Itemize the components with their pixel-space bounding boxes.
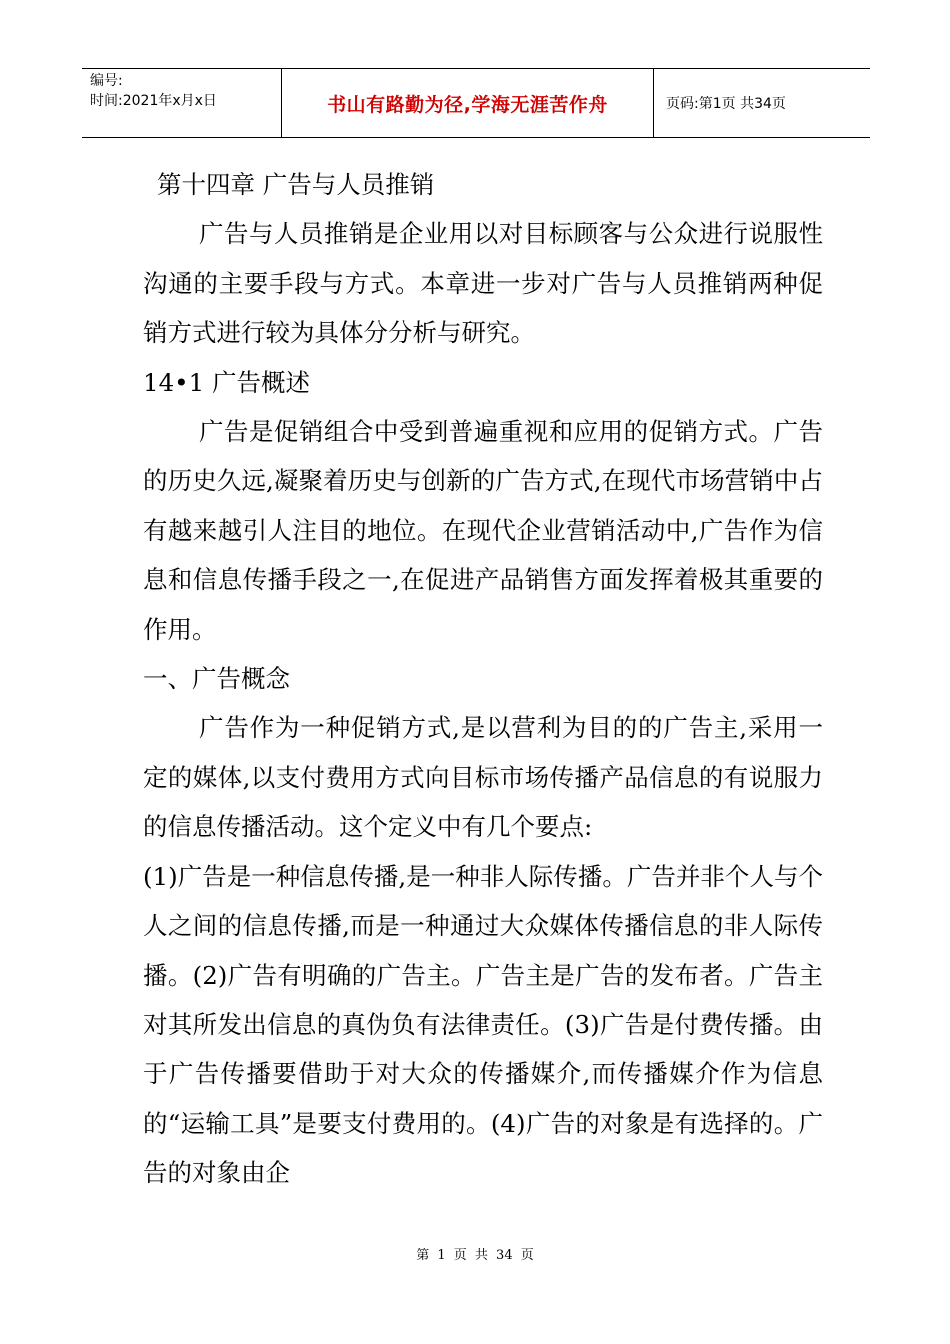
header-meta-cell [82, 69, 282, 137]
header-page-cell [654, 69, 870, 137]
subsection-title: 一、广告概念 [143, 664, 290, 694]
intro-paragraph: 广告与人员推销是企业用以对目标顾客与公众进行说服性沟通的主要手段与方式。本章进一步对广告与人员推销两种促销方式进行较为具体分分析与研究。 [143, 219, 823, 348]
section-paragraph: 广告是促销组合中受到普遍重视和应用的促销方式。广告的历史久远,凝聚着历史与创新的广告方式,在现代市场营销中占有越来越引人注目的地位。在现代企业营销活动中,广告作为信息和信息传播手段之一,在促进产品销售方面发挥着极其重要的作用。 [143, 417, 823, 644]
page-header [82, 68, 870, 138]
chapter-title: 第十四章 广告与人员推销 [157, 170, 435, 199]
header-page-info: 页码:第1页 共34页 [666, 96, 786, 112]
header-motto-cell [282, 69, 654, 137]
header-motto: 书山有路勤为径,学海无涯苦作舟 [327, 93, 608, 116]
page-footer: 第 1 页 共 34 页 [416, 1248, 534, 1263]
document-body [143, 160, 823, 1198]
points-paragraph: (1)广告是一种信息传播,是一种非人际传播。广告并非个人与个人之间的信息传播,而是一种通过大众媒体传播信息的非人际传播。(2)广告有明确的广告主。广告主是广告的发布者。广告主对其所发出信息的真伪负有法律责任。(3)广告是付费传播。由于广告传播要借助于对大众的传播媒介,而传播媒介作为信息的“运输工具”是要支付费用的。(4)广告的对象是有选择的。广告的对象由企 [143, 861, 823, 1188]
document-time-label: 时间:2021年x月x日 [90, 93, 217, 109]
section-title: 14•1 广告概述 [143, 367, 311, 397]
document-number-label: 编号: [90, 73, 123, 89]
concept-paragraph: 广告作为一种促销方式,是以营利为目的的广告主,采用一定的媒体,以支付费用方式向目标市场传播产品信息的有说服力的信息传播活动。这个定义中有几个要点: [143, 713, 823, 842]
